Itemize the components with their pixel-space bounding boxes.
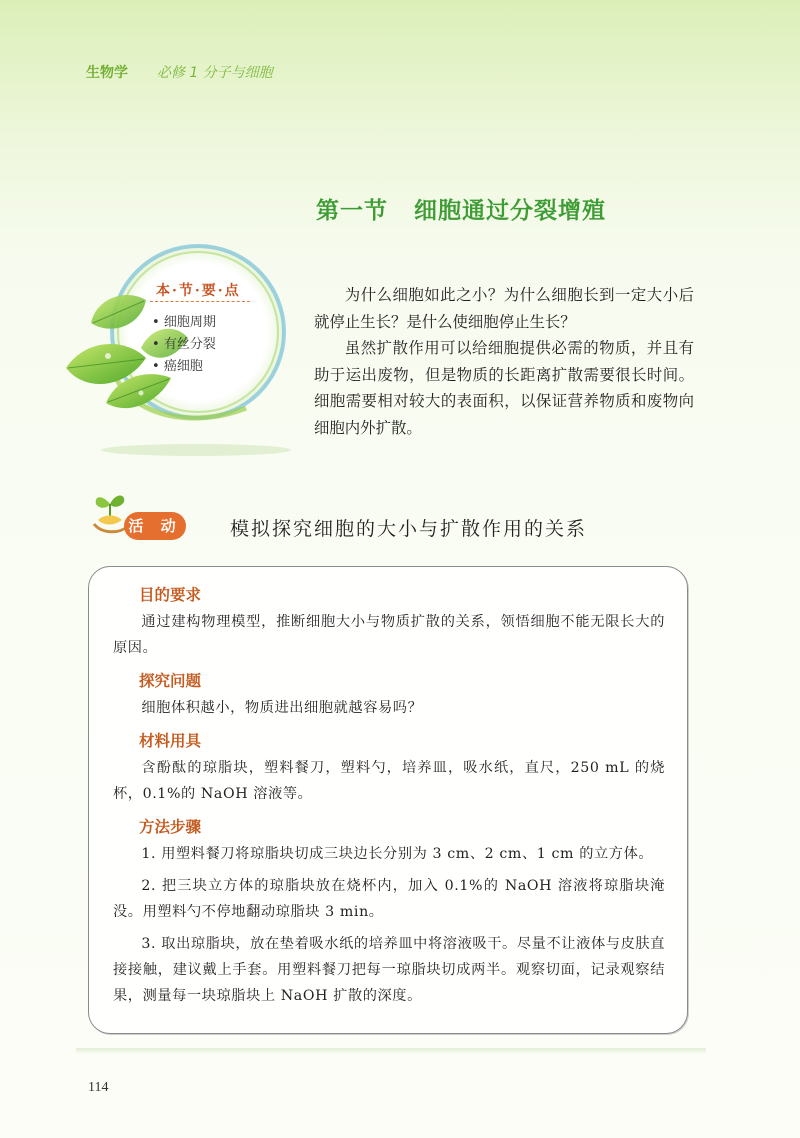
procedure-heading: 方法步骤: [139, 818, 202, 836]
materials-heading: 材料用具: [139, 732, 202, 750]
procedure-step: 3. 取出琼脂块，放在垫着吸水纸的培养皿中将溶液吸干。尽量不让液体与皮肤直接接触，建议戴上手套。用塑料餐刀把每一琼脂块切成两半。观察切面，记录观察结果，测量每一块琼脂块上 NaOH 扩散的深度。: [113, 936, 665, 1004]
question-paragraph: 细胞体积越小，物质进出细胞就越容易吗？: [141, 700, 423, 716]
activity-label: 活 动: [124, 512, 186, 540]
key-points-list: [152, 312, 216, 378]
key-point-item: • 有丝分裂: [152, 334, 216, 356]
section-title-text: 细胞通过分裂增殖: [414, 198, 606, 224]
section-number: 第一节: [316, 198, 388, 224]
key-points-heading: 本·节·要·点: [156, 283, 241, 299]
section-title: [316, 192, 606, 225]
question-heading: 探究问题: [139, 672, 202, 690]
key-point-item: • 细胞周期: [152, 312, 216, 334]
intro-text: [314, 282, 694, 441]
procedure-step: 1. 用塑料餐刀将琼脂块切成三块边长分别为 3 cm、2 cm、1 cm 的立方体。: [141, 846, 654, 862]
page-bottom-shadow: [76, 1048, 706, 1054]
activity-box: [88, 566, 688, 1034]
objective-heading: 目的要求: [139, 586, 202, 604]
activity-box-content: [113, 581, 665, 1015]
running-head-subject: 生物学: [86, 65, 128, 81]
materials-paragraph: 含酚酞的琼脂块，塑料餐刀，塑料勺，培养皿，吸水纸，直尺，250 mL 的烧杯，0.1%的 NaOH 溶液等。: [113, 760, 665, 802]
page-number: 114: [88, 1080, 109, 1095]
key-point-item: • 癌细胞: [152, 356, 216, 378]
intro-paragraph: 为什么细胞如此之小？为什么细胞长到一定大小后就停止生长？是什么使细胞停止生长？: [314, 286, 694, 331]
procedure-step: 2. 把三块立方体的琼脂块放在烧杯内，加入 0.1%的 NaOH 溶液将琼脂块淹没。用塑料勺不停地翻动琼脂块 3 min。: [113, 878, 665, 920]
objective-paragraph: 通过建构物理模型，推断细胞大小与物质扩散的关系，领悟细胞不能无限长大的原因。: [113, 614, 665, 656]
intro-paragraph: 虽然扩散作用可以给细胞提供必需的物质，并且有助于运出废物，但是物质的长距离扩散需要很长时间。细胞需要相对较大的表面积，以保证营养物质和废物向细胞内外扩散。: [314, 339, 694, 437]
key-points-divider: [150, 301, 250, 302]
running-head: [86, 62, 273, 82]
activity-title: 模拟探究细胞的大小与扩散作用的关系: [230, 518, 588, 540]
running-head-book: 必修 1 分子与细胞: [156, 65, 273, 81]
